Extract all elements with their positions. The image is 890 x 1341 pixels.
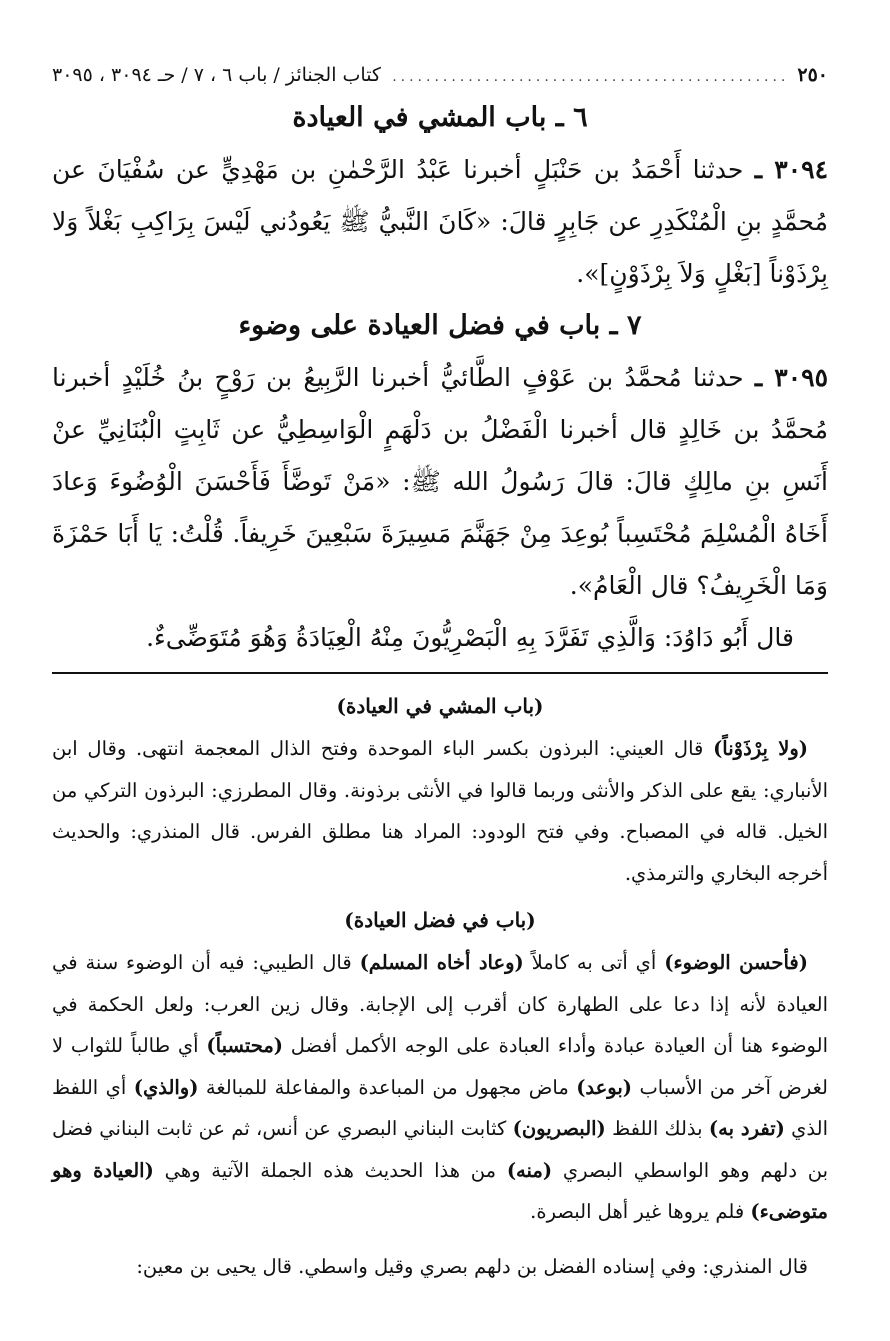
chapter-7-title: ٧ ـ باب في فضل العيادة على وضوء <box>238 310 642 341</box>
commentary-lemma: (منه) <box>506 1158 553 1182</box>
commentary-text: ماض مجهول من المباعدة والمفاعلة للمبالغة <box>198 1075 577 1099</box>
commentary-text: أي طالباً للثواب لا لغرض آخر من الأسباب <box>52 1034 828 1099</box>
commentary-text: بذلك اللفظ <box>605 1117 709 1140</box>
commentary-text: قال الطيبي: فيه أن الوضوء سنة في العيادة لأنه إذا دعا على الطهارة كان أقرب إلى الإجابة. وقال زين العرب: ولعل الحكمة في الوضوء هنا أن العيادة عبادة وأداء العبادة على الوجه الأكمل أفضل <box>52 951 828 1057</box>
commentary-lemma: (محتسباً) <box>206 1034 283 1057</box>
running-title: كتاب الجنائز / باب ٦ ، ٧ / حـ ٣٠٩٤ ، ٣٠٩٥ <box>52 64 381 86</box>
abu-dawud-note: قال أَبُو دَاوُدَ: وَالَّذِي تَفَرَّدَ بِهِ الْبَصْرِيُّونَ مِنْهُ الْعِيَادَةُ وَهُوَ مُتَوَضِّىءٌ. <box>146 623 794 652</box>
page-number: ٢٥٠ <box>797 64 828 86</box>
commentary-lemma: (البصريون) <box>512 1117 606 1140</box>
footnote-divider <box>52 672 828 674</box>
running-header <box>52 60 828 94</box>
leader-dots <box>389 62 789 92</box>
commentary-text: فلم يروها غير أهل البصرة. <box>530 1200 751 1223</box>
hadith-3094-number: ٣٠٩٤ ـ <box>754 155 828 184</box>
commentary-text: كثابت البناني البصري عن أنس، ثم عن ثابت البناني فضل بن دلهم وهو الواسطي البصري <box>52 1117 829 1182</box>
hadith-3095-number: ٣٠٩٥ ـ <box>754 363 829 392</box>
commentary-section-2-title: (باب في فضل العيادة) <box>344 908 536 932</box>
hadith-3094 <box>52 144 828 300</box>
commentary-section-1-title: (باب المشي في العيادة) <box>336 694 544 718</box>
commentary-lemma: (ولا بِرْذَوْناً) <box>713 737 809 760</box>
commentary-section-1 <box>52 728 828 894</box>
commentary-lemma: (بوعد) <box>576 1075 633 1099</box>
commentary-lemma: (العيادة وهو متوضىء) <box>52 1158 828 1223</box>
commentary-section-2 <box>52 942 828 1233</box>
hadith-3094-text: حدثنا أَحْمَدُ بن حَنْبَلٍ أخبرنا عَبْدُ الرَّحْمٰنِ بن مَهْدِيٍّ عن سُفْيَانَ عن مُحمَّدٍ بنِ الْمُنْكَدِرِ عن جَابِرٍ قالَ: «كَانَ النَّبيُّ ﷺ يَعُودُني لَيْسَ بِرَاكِبِ بَغْلاً وَلا بِرْذَوْناً [بَغْلٍ وَلاَ بِرْذَوْنٍ]». <box>52 155 828 288</box>
hadith-3095 <box>52 352 828 612</box>
commentary-lemma: (والذي) <box>133 1075 199 1099</box>
commentary-lemma: (فأحسن الوضوء) <box>664 951 808 974</box>
commentary-text: قال العيني: البرذون بكسر الباء الموحدة وفتح الذال المعجمة انتهى. وقال ابن الأنباري: يقع على الذكر والأنثى وربما قالوا في الأنثى برذونة. وقال المطرزي: البرذون التركي من الخيل. قاله في المصباح. وفي فتح الودود: المراد هنا مطلق الفرس. قال المنذري: والحديث أخرجه البخاري والترمذي. <box>52 737 828 885</box>
commentary-footer-line: قال المنذري: وفي إسناده الفضل بن دلهم بصري وقيل واسطي. قال يحيى بن معين: <box>136 1254 808 1278</box>
commentary-lemma: (تفرد به) <box>708 1117 785 1140</box>
hadith-3095-text: حدثنا مُحمَّدُ بن عَوْفٍ الطَّائيُّ أخبرنا الرَّبِيعُ بن رَوْحٍ بنُ خُلَيْدٍ أخبرنا مُحمَّدُ بن خَالِدٍ قال أخبرنا الْفَضْلُ بن دَلْهَمٍ الْوَاسِطِيُّ عن ثَابِتٍ الْبُنَانِيِّ عنْ أَنَسِ بنِ مالِكٍ قالَ: قالَ رَسُولُ الله ﷺ: «مَنْ تَوضَّأَ فَأَحْسَنَ الْوُضُوءَ وَعادَ أَخَاهُ الْمُسْلِمَ مُحْتَسِباً بُوعِدَ مِنْ جَهَنَّمَ مَسِيرَةَ سَبْعِينَ خَرِيفاً. قُلْتُ: يَا أَبَا حَمْزَةَ وَمَا الْخَرِيفُ؟ قال الْعَامُ». <box>52 363 828 600</box>
commentary-lemma: (وعاد أخاه المسلم) <box>359 951 524 974</box>
commentary-text: من هذا الحديث هذه الجملة الآتية وهي <box>153 1158 507 1182</box>
chapter-6-title: ٦ ـ باب المشي في العيادة <box>292 102 588 133</box>
commentary-text: أي أتى به كاملاً <box>523 951 665 974</box>
commentary-text: أي اللفظ الذي <box>52 1075 828 1140</box>
